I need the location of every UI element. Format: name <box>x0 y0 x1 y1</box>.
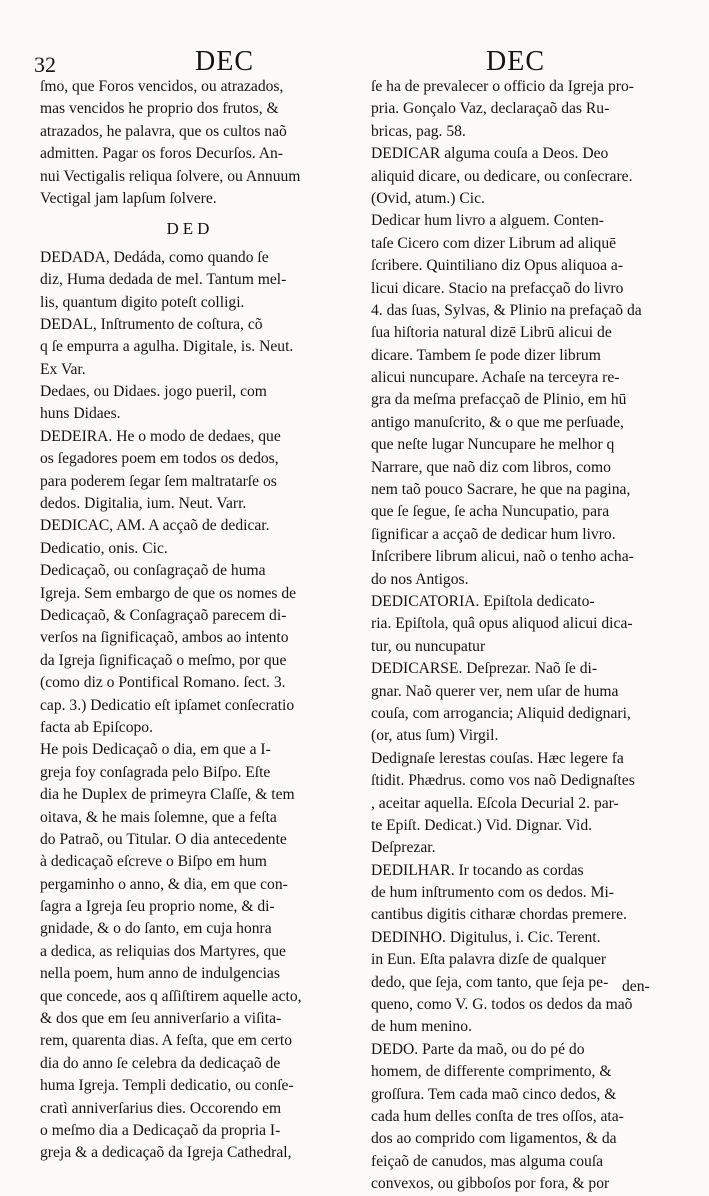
text-line: Narrare, que naõ diz com libros, como <box>371 458 611 476</box>
text-line: dia do anno ſe celebra da dedicaçaõ de <box>40 1054 281 1072</box>
text-line: & dos que em ſeu anniverſario a viſita- <box>40 1010 282 1028</box>
text-line: mas vencidos he proprio dos frutos, & <box>40 100 279 118</box>
text-line: cap. 3.) Dedicatio eſt ipſamet conſecratio <box>40 696 295 714</box>
text-line: alicui nuncupare. Achaſe na terceyra re- <box>371 369 620 387</box>
text-line: dedos. Digitalia, ium. Neut. Varr. <box>40 495 247 513</box>
text-line: ſmo, que Foros vencidos, ou atrazados, <box>40 78 284 95</box>
text-line: oitava, & he mais ſolemne, que a feſta <box>40 808 277 826</box>
text-line: huns Didaes. <box>40 405 121 423</box>
text-line: Dedignaſe lerestas couſas. Hæc legere fa <box>371 749 624 767</box>
text-line: cantibus digitis citharæ chordas premere. <box>371 906 627 924</box>
text-line: Deſprezar. <box>371 839 436 857</box>
text-line: Igreja. Sem embargo de que os nomes de <box>40 584 297 602</box>
text-line: taſe Cicero com dizer Librum ad aliquē <box>371 234 617 252</box>
text-line: Ex Var. <box>40 360 86 378</box>
text-line: da Igreja ſignificaçaõ o meſmo, por que <box>40 651 287 669</box>
text-line: Dedicar hum livro a alguem. Conten- <box>371 212 604 230</box>
text-line: Inſcribere librum alicui, naõ o tenho acha- <box>371 548 634 566</box>
text-line: aliquid dicare, ou dedicare, ou conſecrare. <box>371 167 633 185</box>
text-line: DEDO. Parte da maõ, ou do pé do <box>371 1040 585 1058</box>
text-line: He pois Dedicaçaõ o dia, em que a I- <box>40 741 271 759</box>
text-line: DEDAL, Inſtrumento de coſtura, cõ <box>40 315 263 333</box>
text-line: ſtidit. Phædrus. como vos naõ Dedignaſtes <box>371 772 635 790</box>
text-line: admitten. Pagar os foros Decurſos. An- <box>40 145 283 163</box>
text-line: ſagra a Igreja ſeu proprio nome, & di- <box>40 898 275 916</box>
text-line: dedo, que ſeja, com tanto, que ſeja pe- <box>371 973 609 991</box>
text-line: DEDEIRA. He o modo de dedaes, que <box>40 427 281 445</box>
text-line: pergaminho o anno, & dia, em que con- <box>40 875 288 893</box>
text-line: in Eun. Eſta palavra dizſe de qualquer <box>371 951 607 969</box>
text-line: Dedicaçaõ, ou conſagraçaõ de huma <box>40 562 266 580</box>
text-line: que neſte lugar Nuncupare he melhor q <box>371 436 615 454</box>
text-line: de hum inſtrumento com os dedos. Mi- <box>371 884 614 902</box>
text-line: DEDICAR alguma couſa a Deos. Deo <box>371 145 609 163</box>
text-line: do Patraõ, ou Titular. O dia antecedente <box>40 830 287 848</box>
text-line: lis, quantum digito poteſt colligi. <box>40 293 245 311</box>
text-line: convexos, ou gibboſos por fora, & por <box>371 1175 610 1193</box>
text-line: , aceitar aquella. Eſcola Decurial 2. par- <box>371 794 619 812</box>
running-head-right: DEC <box>486 46 545 77</box>
text-line: feiçaõ de canudos, mas alguma couſa <box>371 1152 604 1170</box>
text-line: à dedicaçaõ eſcreve o Biſpo em hum <box>40 853 267 871</box>
text-line: os ſegadores poem em todos os dedos, <box>40 450 279 468</box>
text-line: homem, de differente comprimento, & <box>371 1063 612 1081</box>
text-line: nem taõ pouco Sacrare, he que na pagina, <box>371 481 631 499</box>
text-line: (or, atus ſum) Virgil. <box>371 727 499 745</box>
text-line: bricas, pag. 58. <box>371 122 466 140</box>
text-line: gnar. Naõ querer ver, nem uſar de huma <box>371 682 619 700</box>
text-line: antigo manuſcrito, & o que me perſuade, <box>371 413 624 431</box>
text-line: DED <box>166 219 214 239</box>
text-line: cada hum delles conſta de tres oſſos, ata- <box>371 1107 624 1125</box>
text-line: DEDILHAR. Ir tocando as cordas <box>371 861 584 879</box>
text-line: groſſura. Tem cada maõ cinco dedos, & <box>371 1085 617 1103</box>
catchword: den- <box>622 978 650 995</box>
text-line: que ſe ſegue, ſe acha Nuncupatio, para <box>371 503 610 521</box>
text-line: gnidade, & o do ſanto, em cuja honra <box>40 920 272 938</box>
text-line: DEDINHO. Digitulus, i. Cic. Terent. <box>371 928 601 946</box>
text-line: (como diz o Pontifical Romano. ſect. 3. <box>40 674 286 692</box>
text-line: DEDADA, Dedáda, como quando ſe <box>40 248 269 266</box>
text-line: dicare. Tambem ſe pode dizer librum <box>371 346 601 364</box>
text-line: ſe ha de prevalecer o officio da Igreja pro- <box>371 78 634 95</box>
text-line: DEDICARSE. Deſprezar. Naõ ſe di- <box>371 660 598 678</box>
text-line: Dedaes, ou Didaes. jogo pueril, com <box>40 383 267 401</box>
page-number: 32 <box>34 52 56 77</box>
text-line: ſua hiſtoria natural dizē Librū alicui de <box>371 324 612 342</box>
text-line: atrazados, he palavra, que os cultos naõ <box>40 122 287 140</box>
text-line: greja foy conſagrada pelo Biſpo. Eſte <box>40 763 271 781</box>
text-line: rem, quarenta dias. A feſta, que em certo <box>40 1032 292 1050</box>
text-line: couſa, com arrogancia; Aliquid dedignari, <box>371 704 631 722</box>
text-line: o meſmo dia a Dedicaçaõ da propria I- <box>40 1121 281 1139</box>
text-line: queno, como V. G. todos os dedos da maõ <box>371 996 633 1014</box>
text-line: Dedicatio, onis. Cic. <box>40 539 168 557</box>
text-line: cratì anniverſarius dies. Occorendo em <box>40 1099 282 1117</box>
text-line: Dedicaçaõ, & Conſagraçaõ parecem di- <box>40 606 287 624</box>
text-line: facta ab Epiſcopo. <box>40 718 154 736</box>
text-line: ſignificar a acçaõ de dedicar hum livro. <box>371 525 616 543</box>
text-line: tur, ou nuncupatur <box>371 637 486 655</box>
text-line: DEDICATORIA. Epiſtola dedicato- <box>371 592 595 610</box>
text-line: ria. Epiſtola, quâ opus aliquod alicui dica- <box>371 615 633 633</box>
text-line: gra da meſma prefacçaõ de Plinio, em hū <box>371 391 627 409</box>
page-header <box>0 0 709 78</box>
text-line: huma Igreja. Templi dedicatio, ou conſe- <box>40 1077 294 1095</box>
text-line: 4. das ſuas, Sylvas, & Plinio na prefaçaõ da <box>371 301 642 319</box>
text-line: dos ao comprido com ligamentos, & da <box>371 1130 617 1148</box>
text-line: pria. Gonçalo Vaz, declaraçaõ das Ru- <box>371 100 610 118</box>
text-line: nella poem, hum anno de indulgencias <box>40 965 280 983</box>
text-line: q ſe empurra a agulha. Digitale, is. Neut. <box>40 338 294 356</box>
text-line: greja & a dedicaçaõ da Igreja Cathedral, <box>40 1144 292 1162</box>
text-line: verſos na ſignificaçaõ, ambos ao intento <box>40 629 289 647</box>
text-line: DEDICAC, AM. A acçaõ de dedicar. <box>40 517 270 535</box>
text-line: diz, Huma dedada de mel. Tantum mel- <box>40 271 287 289</box>
text-line: de hum menino. <box>371 1018 472 1036</box>
text-line: para poderem ſegar ſem maltratarſe os <box>40 472 277 490</box>
text-line: licui dicare. Stacio na prefacçaõ do livro <box>371 279 624 297</box>
left-column <box>40 76 340 1165</box>
text-line: do nos Antigos. <box>371 570 469 588</box>
text-line: que concede, aos q aſſiſtirem aquelle acto, <box>40 987 302 1005</box>
text-line: (Ovid, atum.) Cic. <box>371 189 485 207</box>
running-head-left: DEC <box>195 46 254 77</box>
text-line: dia he Duplex de primeyra Claſſe, & tem <box>40 786 295 804</box>
text-line: te Epiſt. Dedicat.) Vid. Dignar. Vid. <box>371 816 593 834</box>
right-column <box>371 76 667 1196</box>
text-line: a dedica, as reliquias dos Martyres, que <box>40 942 286 960</box>
text-line: Vectigal jam lapſum ſolvere. <box>40 189 217 207</box>
text-line: ſcribere. Quintiliano diz Opus aliquoa a- <box>371 257 624 275</box>
text-line: nui Vectigalis reliqua ſolvere, ou Annuum <box>40 167 301 185</box>
